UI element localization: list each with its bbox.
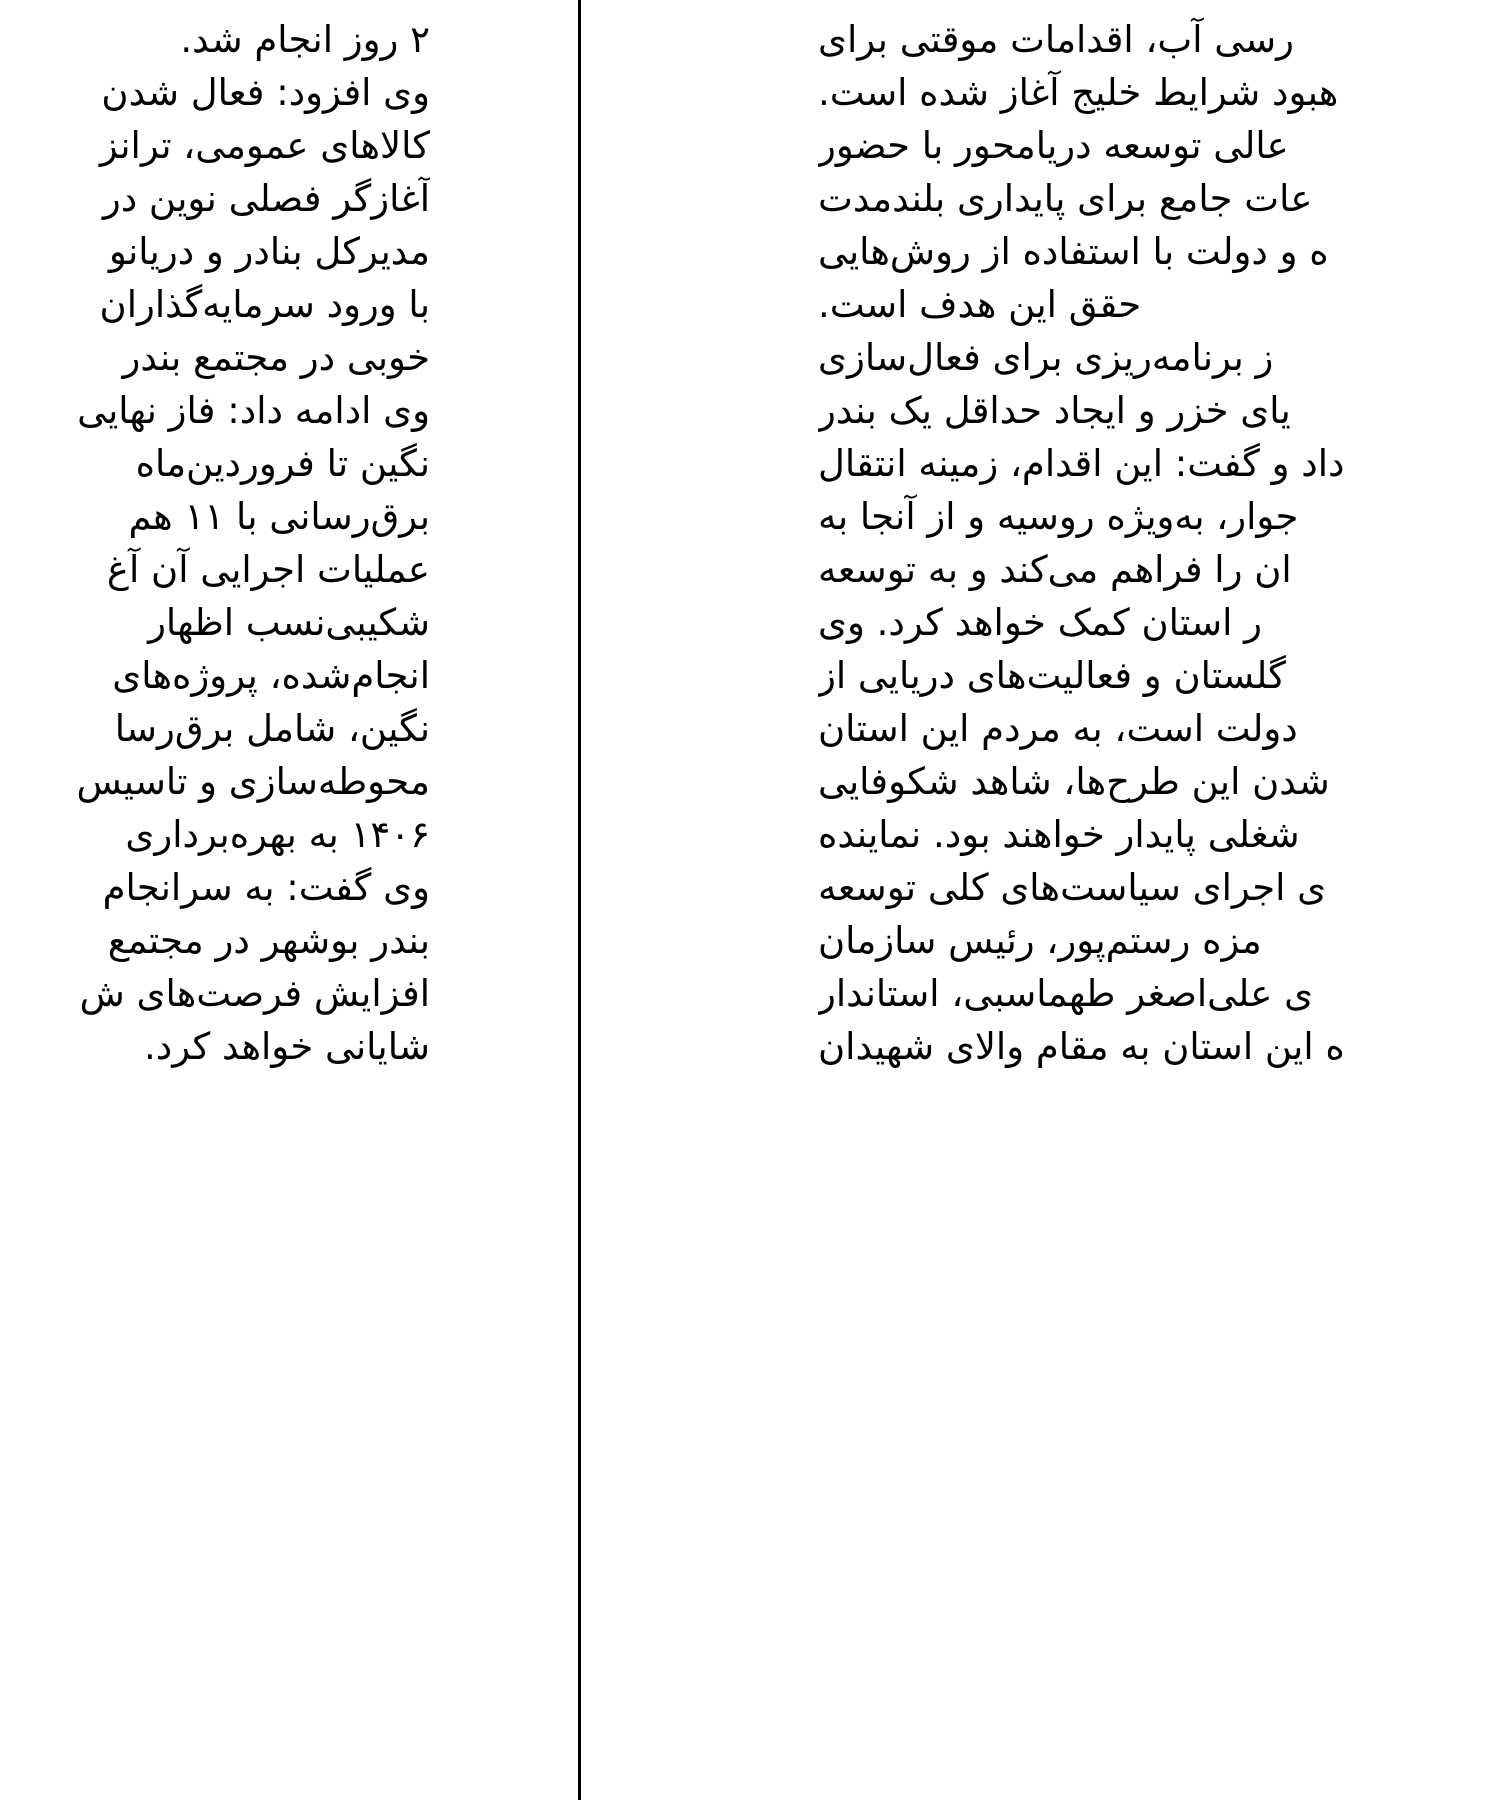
text-line: یای خزر و ایجاد حداقل یک بندر bbox=[818, 389, 1291, 432]
text-line: افزایش فرصت‌های ش bbox=[79, 972, 430, 1015]
text-line: خوبی در مجتمع بندر bbox=[122, 336, 430, 379]
text-line: محوطه‌سازی و تاسیس bbox=[76, 760, 430, 803]
text-line: برق‌رسانی با ۱۱ هم bbox=[128, 495, 430, 538]
text-line: حقق این هدف است. bbox=[818, 283, 1142, 326]
text-line: ی علی‌اصغر طهماسبی، استاندار bbox=[818, 972, 1314, 1015]
text-line: جوار، به‌ویژه روسیه و از آنجا به bbox=[818, 495, 1299, 538]
text-line: ه این استان به مقام والای شهیدان bbox=[818, 1025, 1345, 1068]
text-line: عات جامع برای پایداری بلندمدت bbox=[818, 177, 1313, 220]
text-line: ۱۴۰۶ به بهره‌برداری bbox=[125, 813, 430, 856]
left-column bbox=[0, 0, 430, 1800]
text-line: کالاهای عمومی، ترانز bbox=[99, 124, 430, 167]
text-line: شغلی پایدار خواهند بود. نماینده bbox=[818, 813, 1300, 856]
text-line: داد و گفت: این اقدام، زمینه انتقال bbox=[818, 442, 1345, 485]
text-line: عالی توسعه دریامحور با حضور bbox=[818, 124, 1289, 167]
text-line: مدیرکل بنادر و دریانو bbox=[108, 230, 430, 273]
text-line: رسی آب، اقدامات موقتی برای bbox=[818, 18, 1294, 61]
text-line: بندر بوشهر در مجتمع bbox=[107, 919, 430, 962]
text-line: نگین، شامل برق‌رسا bbox=[114, 707, 430, 750]
text-line: ان را فراهم می‌کند و به توسعه bbox=[818, 548, 1292, 591]
text-line: ی اجرای سیاست‌های کلی توسعه bbox=[818, 866, 1327, 909]
text-line: ز برنامه‌ریزی برای فعال‌سازی bbox=[818, 336, 1274, 379]
text-line: آغازگر فصلی نوین در bbox=[102, 177, 430, 220]
text-line: شدن این طرح‌ها، شاهد شکوفایی bbox=[818, 760, 1330, 803]
text-line: عملیات اجرایی آن آغ bbox=[106, 548, 430, 591]
text-line: نگین تا فروردین‌ماه bbox=[135, 442, 430, 485]
column-divider bbox=[578, 0, 581, 1800]
text-line: ۲ روز انجام شد. bbox=[180, 18, 430, 61]
text-line: مزه رستم‌پور، رئیس سازمان bbox=[818, 919, 1262, 962]
text-line: وی گفت: به سرانجام bbox=[102, 866, 430, 909]
text-line: گلستان و فعالیت‌های دریایی از bbox=[818, 654, 1286, 697]
right-column bbox=[818, 0, 1500, 1800]
text-line: شایانی خواهد کرد. bbox=[144, 1025, 430, 1068]
text-line: انجام‌شده، پروژه‌های bbox=[112, 654, 430, 697]
text-line: ه و دولت با استفاده از روش‌هایی bbox=[818, 230, 1329, 273]
text-line: با ورود سرمایه‌گذاران bbox=[99, 283, 430, 326]
text-line: ر استان کمک خواهد کرد. وی bbox=[818, 601, 1262, 644]
text-line: وی ادامه داد: فاز نهایی bbox=[77, 389, 430, 432]
text-line: شکیبی‌نسب اظهار bbox=[148, 601, 430, 644]
text-line: وی افزود: فعال شدن bbox=[101, 71, 430, 114]
text-line: دولت است، به مردم این استان bbox=[818, 707, 1298, 750]
text-line: هبود شرایط خلیج آغاز شده است. bbox=[818, 71, 1339, 114]
